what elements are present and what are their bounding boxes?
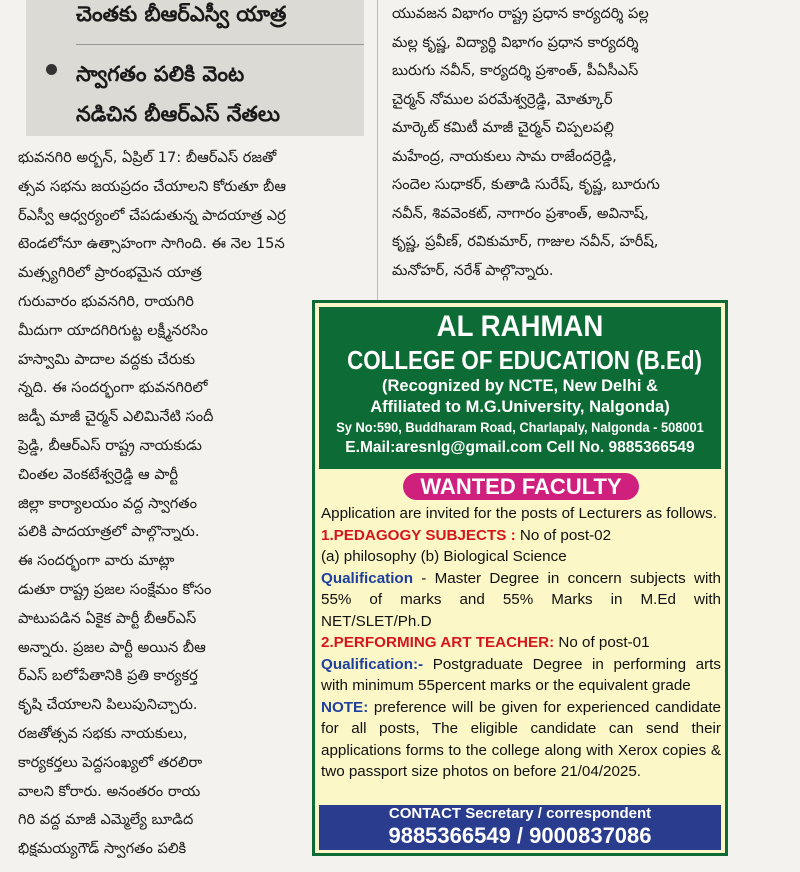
article-line: హస్వామి పాదాల వద్దకు చేరుకు bbox=[18, 350, 196, 368]
article-line: డుతూ రాష్ట్ర ప్రజల సంక్షేమం కోసం bbox=[18, 580, 212, 598]
article-line: సందెల సుధాకర్, కుతాడి సురేష్, కృష్ణ, బూరుగు bbox=[392, 176, 660, 193]
article-line: టెండలోనూ ఉత్సాహంగా సాగింది. ఈ నెల 15న bbox=[18, 235, 285, 253]
article-line: నవీన్, శివవెంకట్, నాగారం ప్రశాంత్, అవినాష్, bbox=[392, 204, 649, 222]
headline-line-2a: స్వాగతం పలికి వెంట bbox=[76, 62, 245, 86]
article-line: ప్రెడ్డి, బీఆర్ఎస్ రాష్ట్ర నాయకుడు bbox=[18, 436, 202, 454]
article-line: జిల్లా కార్యాలయం వద్ద స్వాగతం bbox=[18, 494, 198, 512]
headline-line-2b: నడిచిన బీఆర్ఎస్ నేతలు bbox=[76, 102, 281, 126]
headline-box bbox=[26, 0, 364, 136]
article-line: మనోహర్, నరేశ్ పాల్గొన్నారు. bbox=[392, 261, 554, 279]
headline-line-2 bbox=[76, 54, 280, 134]
post-2-heading bbox=[321, 632, 721, 654]
article-line: గురువారం భువనగిరి, రాయగిరి bbox=[18, 292, 194, 310]
article-line: పలికి పాదయాత్రలో పాల్గొన్నారు. bbox=[18, 523, 200, 541]
recognition-text: (Recognized by NCTE, New Delhi & bbox=[382, 377, 658, 395]
note-label: NOTE: bbox=[321, 698, 369, 716]
article-line: భువనగిరి అర్బన్, ఏప్రిల్ 17: బీఆర్ఎస్ రజతో bbox=[18, 149, 277, 166]
contact-phones: 9885366549 / 9000837086 bbox=[388, 823, 652, 848]
post-1-title: 1.PEDAGOGY SUBJECTS : bbox=[321, 526, 516, 544]
wanted-faculty-badge: WANTED FACULTY bbox=[403, 473, 639, 500]
article-line: చింతల వెంకటేశ్వర్రెడ్డి ఆ పార్టీ bbox=[18, 465, 179, 483]
article-line: గిరి వద్ద మాజీ ఎమ్మెల్యే బూడిద bbox=[18, 811, 194, 829]
affiliation-text: Affiliated to M.G.University, Nalgonda) bbox=[370, 398, 670, 416]
ad-header bbox=[319, 307, 721, 469]
article-line: వాలని కోరారు. అనంతరం రాయ bbox=[18, 782, 201, 800]
college-advertisement bbox=[312, 300, 728, 856]
headline-line-1: చెంతకు బీఆర్ఎస్వీ యాత్ర bbox=[76, 2, 287, 26]
ad-intro: Application are invited for the posts of Lecturers as follows. bbox=[321, 505, 717, 522]
post-2-qual-text: Postgraduate Degree in performing arts with minimum 55percent marks or the equivalent grade bbox=[321, 655, 721, 694]
article-line: ర్ఎస్వీ ఆధ్వర్యంలో చేపడుతున్న పాదయాత్ర ఎర్ర bbox=[18, 206, 286, 224]
article-line: ఈ సందర్భంగా వారు మాట్లా bbox=[18, 552, 175, 570]
post-1-qualification bbox=[321, 568, 721, 633]
headline-divider bbox=[76, 44, 364, 45]
qualification-label: Qualification bbox=[321, 569, 413, 587]
article-line: యువజన విభాగం రాష్ట్ర ప్రధాన కార్యదర్శి పల్ల bbox=[392, 5, 649, 22]
note-text: preference will be given for experienced candidate for all posts, The eligible candidate can send their applications forms to the college along with Xerox copies & two passport size photos on before 21/04/2025. bbox=[321, 698, 721, 780]
post-1-subjects: (a) philosophy (b) Biological Science bbox=[321, 548, 567, 565]
article-line: కృషి చేయాలని పిలుపునిచ్చారు. bbox=[18, 696, 198, 714]
article-line: అన్నారు. ప్రజల పార్టీ అయిన బీఆ bbox=[18, 638, 206, 656]
column-rule bbox=[377, 0, 378, 300]
article-line: బురుగు నవీన్, కార్యదర్శి ప్రశాంత్, పీఏసీఎస్ bbox=[392, 62, 639, 79]
college-address: Sy No:590, Buddharam Road, Charlapaly, Nalgonda - 508001 bbox=[336, 420, 704, 435]
article-line: కృష్ణ, ప్రవీణ్, రవికుమార్, గాజుల నవీన్, హరీష్, bbox=[392, 233, 659, 250]
article-line: ర్ఎస్ బలోపేతానికి ప్రతి కార్యకర్త bbox=[18, 667, 198, 685]
article-line: మీదుగా యాదగిరిగుట్ట లక్ష్మీనరసిం bbox=[18, 321, 208, 339]
article-line: పాటుపడిన ఏకైక పార్టీ బీఆర్ఎస్ bbox=[18, 609, 197, 627]
article-line: రజతోత్సవ సభకు నాయకులు, bbox=[18, 724, 188, 742]
note bbox=[321, 697, 721, 783]
ad-body bbox=[321, 503, 721, 783]
post-1-qual-text: - Master Degree in concern subjects with 55% of marks and 55% Marks in M.Ed with NET/SLET/Ph.D bbox=[321, 569, 721, 630]
article-line: మహేంద్ర, నాయకులు సామ రాజేందర్రెడ్డి, bbox=[392, 147, 617, 165]
article-line: మత్స్యగిరిలో ప్రారంభమైన యాత్ర bbox=[18, 264, 202, 282]
bullet-icon bbox=[46, 64, 57, 75]
article-line: న్నది. ఈ సందర్భంగా భువనగిరిలో bbox=[18, 379, 208, 397]
post-2-title: 2.PERFORMING ART TEACHER: bbox=[321, 634, 555, 651]
article-line: జడ్పీ మాజీ చైర్మన్ ఎలిమినేటి సందీ bbox=[18, 408, 214, 426]
contact-bar bbox=[319, 805, 721, 850]
article-line: చైర్మన్ నోముల పరమేశ్వర్రెడ్డి, మోత్కూర్ bbox=[392, 90, 613, 108]
article-line: త్సవ సభను జయప్రదం చేయాలని కోరుతూ బీఆ bbox=[18, 177, 287, 195]
article-line: భిక్షమయ్యగౌడ్ స్వాగతం పలికి bbox=[18, 840, 187, 858]
qualification-label-2: Qualification:- bbox=[321, 655, 424, 673]
post-1-heading bbox=[321, 525, 721, 547]
college-name: AL RAHMAN bbox=[436, 310, 604, 343]
article-line: మల్ల కృష్ణ, విద్యార్థి విభాగం ప్రధాన కార్యదర్శి bbox=[392, 33, 639, 51]
post-1-count: No of post-02 bbox=[515, 526, 612, 544]
college-title: COLLEGE OF EDUCATION (B.Ed) bbox=[347, 345, 702, 375]
contact-label: CONTACT Secretary / correspondent bbox=[388, 805, 652, 822]
article-line: మార్కెట్ కమిటీ మాజీ చైర్మన్ చిప్పలపల్లి bbox=[392, 119, 614, 136]
article-line: కార్యకర్తలు పెద్దసంఖ్యలో తరలిరా bbox=[18, 753, 203, 771]
email-contact: E.Mail:aresnlg@gmail.com Cell No. 9885366549 bbox=[345, 439, 695, 456]
post-2-count: No of post-01 bbox=[554, 634, 650, 651]
article-right-body bbox=[392, 0, 732, 285]
post-2-qualification bbox=[321, 654, 721, 697]
